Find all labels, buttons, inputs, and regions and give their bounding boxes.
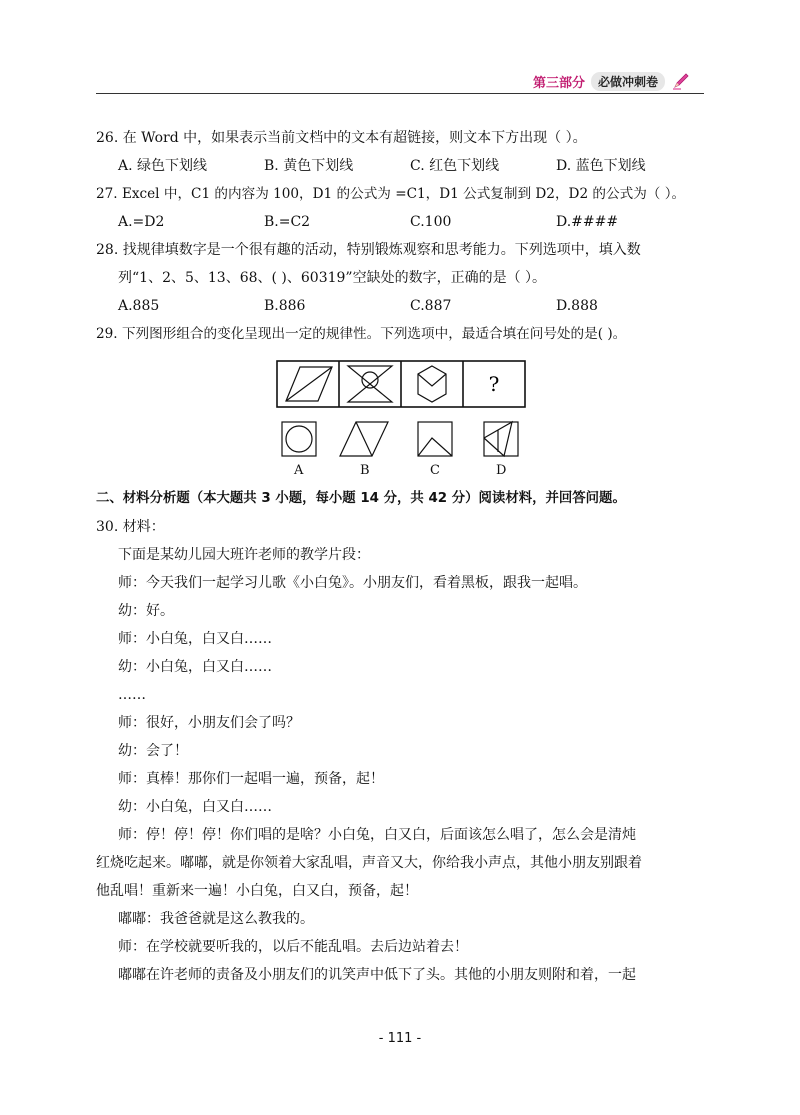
- q27-option-a: A.=D2: [118, 214, 165, 230]
- material-line: 他乱唱！重新来一遍！小白兔，白又白，预备，起！: [96, 883, 418, 899]
- question-28-line1: 28. 找规律填数字是一个很有趣的活动，特别锻炼观察和思考能力。下列选项中，填入数: [96, 242, 641, 258]
- q27-option-d: D.####: [556, 214, 619, 230]
- question-27: 27. Excel 中，C1 的内容为 100，D1 的公式为 =C1，D1 公式复制到 D2，D2 的公式为（ ）。: [96, 186, 686, 202]
- material-line: 下面是某幼儿园大班许老师的教学片段：: [118, 547, 370, 563]
- sequence-cell-2-shape: [348, 366, 392, 402]
- q26-option-c: C. 红色下划线: [410, 158, 500, 174]
- question-28-line2: 列“1、2、5、13、68、( )、60319”空缺处的数字，正确的是（ ）。: [118, 270, 547, 286]
- header-rule: [96, 93, 704, 94]
- option-c-shape: [418, 422, 452, 456]
- q26-option-d: D. 蓝色下划线: [556, 158, 646, 174]
- option-label-d: D: [496, 463, 507, 478]
- material-line: 嘟嘟在许老师的责备及小朋友们的讥笑声中低下了头。其他的小朋友则附和着，一起: [118, 967, 636, 983]
- q26-option-a: A. 绿色下划线: [118, 158, 208, 174]
- question-30-label: 30. 材料：: [96, 519, 165, 535]
- page-header-tag: [533, 71, 691, 91]
- material-line: 嘟嘟：我爸爸就是这么教我的。: [118, 911, 314, 927]
- option-d-shape: [484, 422, 518, 456]
- material-line: 幼：小白兔，白又白……: [118, 659, 272, 675]
- pattern-sequence-figure: [276, 360, 526, 410]
- material-line: 幼：小白兔，白又白……: [118, 799, 272, 815]
- material-line: 红烧吃起来。嘟嘟，就是你领着大家乱唱，声音又大，你给我小声点，其他小朋友别跟着: [96, 855, 642, 871]
- question-mark-cell: ?: [488, 372, 500, 396]
- material-line: 师：真棒！那你们一起唱一遍，预备，起！: [118, 771, 384, 787]
- option-a-shape: [282, 422, 316, 456]
- question-26: 26. 在 Word 中，如果表示当前文档中的文本有超链接，则文本下方出现（ ）。: [96, 130, 587, 146]
- option-b-shape: [340, 422, 388, 456]
- q27-option-c: C.100: [410, 214, 452, 230]
- sequence-cell-1-shape: [286, 367, 332, 401]
- material-line: 师：停！停！停！你们唱的是啥？小白兔，白又白，后面该怎么唱了，怎么会是清炖: [118, 827, 636, 843]
- option-label-c: C: [430, 463, 440, 478]
- pattern-options-figure: [276, 418, 526, 463]
- material-line: 幼：好。: [118, 603, 174, 619]
- q28-option-c: C.887: [410, 298, 452, 314]
- q28-option-d: D.888: [556, 298, 598, 314]
- material-line: ……: [118, 687, 146, 703]
- section-2-heading: 二、材料分析题（本大题共 3 小题，每小题 14 分，共 42 分）阅读材料，并回答问题。: [96, 491, 626, 506]
- option-label-a: A: [294, 463, 304, 478]
- question-29: 29. 下列图形组合的变化呈现出一定的规律性。下列选项中，最适合填在问号处的是( )。: [96, 326, 627, 342]
- option-label-b: B: [360, 463, 370, 478]
- q28-option-a: A.885: [118, 298, 160, 314]
- pencil-icon: [671, 71, 691, 91]
- page-number: - 111 -: [378, 1031, 422, 1046]
- material-line: 师：小白兔，白又白……: [118, 631, 272, 647]
- section-badge: 必做冲刺卷: [591, 72, 665, 91]
- q26-option-b: B. 黄色下划线: [264, 158, 354, 174]
- material-line: 幼：会了！: [118, 743, 188, 759]
- q28-option-b: B.886: [264, 298, 306, 314]
- material-line: 师：今天我们一起学习儿歌《小白兔》。小朋友们，看着黑板，跟我一起唱。: [118, 575, 587, 591]
- material-line: 师：很好，小朋友们会了吗？: [118, 715, 300, 731]
- q27-option-b: B.=C2: [264, 214, 311, 230]
- part-label: 第三部分: [533, 75, 586, 91]
- sequence-cell-3-shape: [418, 366, 446, 402]
- material-line: 师：在学校就要听我的，以后不能乱唱。去后边站着去！: [118, 939, 468, 955]
